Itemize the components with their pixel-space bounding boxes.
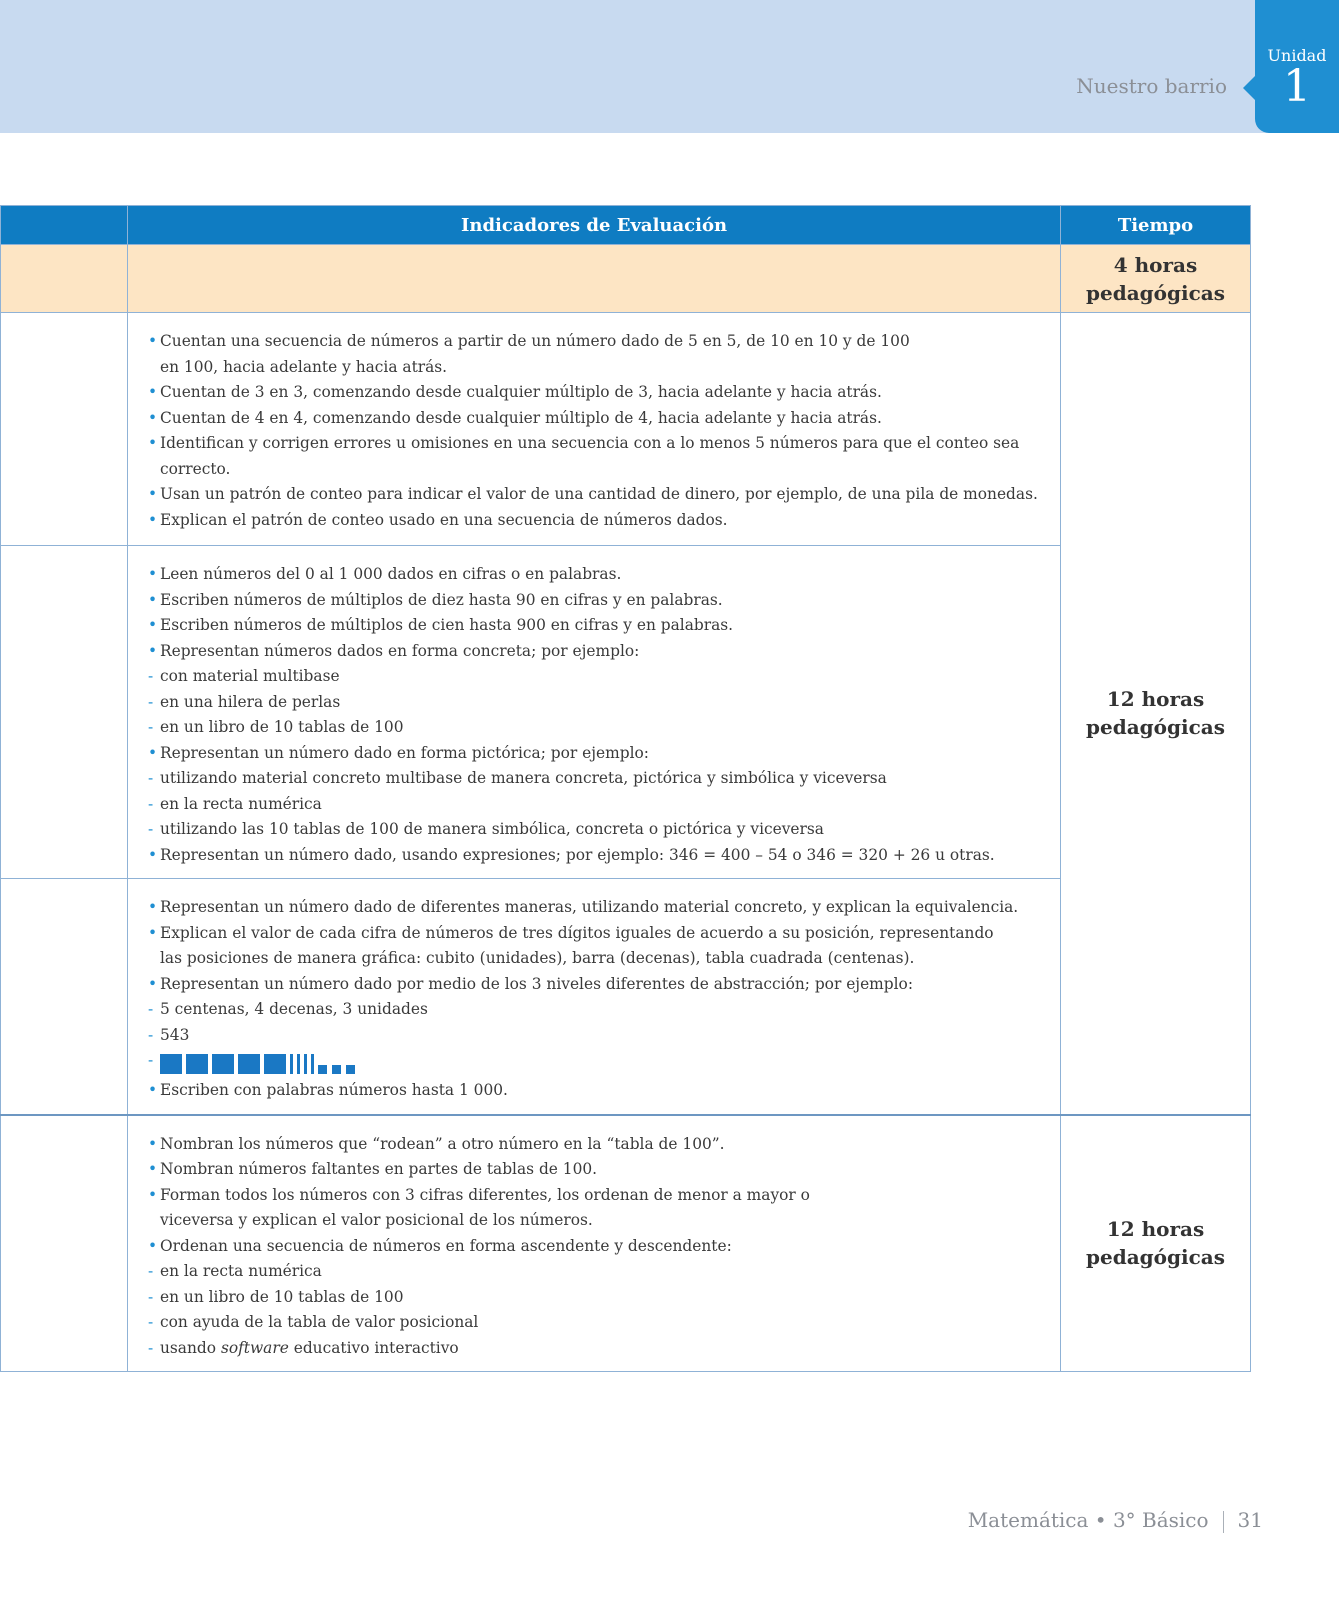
indicator-list — [128, 546, 1060, 878]
indicator-list — [128, 313, 1060, 545]
list-subitem — [148, 1336, 1040, 1362]
indicator-cell — [128, 546, 1061, 879]
time-cell — [1061, 313, 1251, 1115]
unit-cube-icon — [332, 1065, 341, 1074]
list-item: • Nombran los números que “rodean” a otro número en la “tabla de 100”. — [148, 1132, 1040, 1158]
list-item: • Explican el valor de cada cifra de números de tres dígitos iguales de acuerdo a su posición, representando las posiciones de manera gráfica: cubito (unidades), barra (decenas), tabla cuadrada (centenas). — [148, 921, 1020, 972]
list-subitem: - utilizando las 10 tablas de 100 de manera simbólica, concreta o pictórica y viceversa — [148, 817, 1040, 843]
ten-rod-icon — [297, 1054, 300, 1074]
unit-cube-icon — [318, 1065, 327, 1074]
list-item: • Representan un número dado por medio de los 3 niveles diferentes de abstracción; por ejemplo: — [148, 972, 1040, 998]
list-subitem: - con material multibase — [148, 664, 1040, 690]
ten-rod-icon — [311, 1054, 314, 1074]
list-item: • Escriben con palabras números hasta 1 000. — [148, 1078, 1040, 1104]
list-subitem-text: usando — [160, 1338, 217, 1357]
hundred-square-icon — [238, 1054, 260, 1074]
header-time: Tiempo — [1061, 206, 1251, 245]
list-subitem-text: educativo interactivo — [293, 1338, 459, 1357]
hundred-square-icon — [264, 1054, 286, 1074]
table-row — [1, 313, 1251, 546]
list-subitem: - utilizando material concreto multibase de manera concreta, pictórica y simbólica y viceversa — [148, 766, 1040, 792]
indicator-cell — [128, 879, 1061, 1115]
unit-tab — [1255, 0, 1339, 133]
page-number: 31 — [1237, 1508, 1263, 1532]
cell-empty — [1, 245, 128, 313]
list-item: • Escriben números de múltiplos de cien hasta 900 en cifras y en palabras. — [148, 613, 1040, 639]
indicator-cell — [128, 1115, 1061, 1372]
list-item: • Ordenan una secuencia de números en forma ascendente y descendente: — [148, 1234, 1040, 1260]
indicator-list — [128, 879, 1060, 1114]
list-subitem: - en la recta numérica — [148, 1259, 1040, 1285]
book-title: Matemática • 3° Básico — [967, 1508, 1209, 1532]
time-value: 12 horas — [1106, 1217, 1205, 1242]
unit-cube-icon — [346, 1065, 355, 1074]
list-subitem: - en un libro de 10 tablas de 100 — [148, 1285, 1040, 1311]
indicator-cell — [128, 313, 1061, 546]
time-cell — [1061, 245, 1251, 313]
table-row — [1, 1115, 1251, 1372]
hundred-square-icon — [160, 1054, 182, 1074]
list-subitem-base10-blocks — [148, 1048, 1040, 1078]
table-header-row — [1, 206, 1251, 245]
list-item: • Cuentan de 3 en 3, comenzando desde cualquier múltiplo de 3, hacia adelante y hacia atrás. — [148, 380, 1040, 406]
list-item: • Representan un número dado de diferentes maneras, utilizando material concreto, y explican la equivalencia. — [148, 895, 1040, 921]
list-item: • Escriben números de múltiplos de diez hasta 90 en cifras y en palabras. — [148, 588, 1040, 614]
list-item: • Usan un patrón de conteo para indicar el valor de una cantidad de dinero, por ejemplo, de una pila de monedas. — [148, 482, 1040, 508]
list-item: • Representan un número dado en forma pictórica; por ejemplo: — [148, 741, 1040, 767]
cell-empty — [1, 1115, 128, 1372]
unit-label: Unidad — [1267, 46, 1327, 65]
list-subitem: - en un libro de 10 tablas de 100 — [148, 715, 1040, 741]
list-item: • Explican el patrón de conteo usado en una secuencia de números dados. — [148, 508, 1040, 534]
list-item: • Forman todos los números con 3 cifras diferentes, los ordenan de menor a mayor o viceversa y explican el valor posicional de los números. — [148, 1183, 840, 1234]
ten-rod-icon — [290, 1054, 293, 1074]
list-subitem: - con ayuda de la tabla de valor posicional — [148, 1310, 1040, 1336]
header-cell-empty — [1, 206, 128, 245]
list-subitem: - en la recta numérica — [148, 792, 1040, 818]
list-item: • Representan un número dado, usando expresiones; por ejemplo: 346 = 400 – 54 o 346 = 320 + 26 u otras. — [148, 843, 1040, 869]
footer-divider — [1223, 1511, 1224, 1533]
cell-empty — [1, 879, 128, 1115]
time-value: 12 horas — [1106, 687, 1205, 712]
time-cell — [1061, 1115, 1251, 1372]
cell-empty — [1, 313, 128, 546]
time-unit: pedagógicas — [1086, 1245, 1225, 1270]
ten-rod-icon — [304, 1054, 307, 1074]
cell-empty — [1, 546, 128, 879]
list-item: • Nombran números faltantes en partes de tablas de 100. — [148, 1157, 1040, 1183]
hundred-square-icon — [212, 1054, 234, 1074]
list-subitem: - 5 centenas, 4 decenas, 3 unidades — [148, 997, 1040, 1023]
list-item: • Representan números dados en forma concreta; por ejemplo: — [148, 639, 1040, 665]
page-header-band — [0, 0, 1339, 133]
time-unit: pedagógicas — [1086, 715, 1225, 740]
evaluation-table — [0, 205, 1251, 1372]
table-row-highlight — [1, 245, 1251, 313]
list-subitem-emphasis: software — [220, 1338, 289, 1357]
hundred-square-icon — [186, 1054, 208, 1074]
indicator-list — [128, 1116, 1060, 1372]
time-value: 4 horas — [1113, 252, 1198, 277]
list-item: • Cuentan de 4 en 4, comenzando desde cualquier múltiplo de 4, hacia adelante y hacia atrás. — [148, 406, 1040, 432]
cell-empty — [128, 245, 1061, 313]
section-title: Nuestro barrio — [1076, 74, 1227, 98]
list-item: • Cuentan una secuencia de números a partir de un número dado de 5 en 5, de 10 en 10 y de 100 en 100, hacia adelante y hacia atrás. — [148, 329, 920, 380]
base10-blocks-icon — [160, 1048, 360, 1070]
list-subitem: - 543 — [148, 1023, 1040, 1049]
list-item: • Identifican y corrigen errores u omisiones en una secuencia con a lo menos 5 números para que el conteo sea correcto. — [148, 431, 1040, 482]
list-item: • Leen números del 0 al 1 000 dados en cifras o en palabras. — [148, 562, 1040, 588]
list-subitem: - en una hilera de perlas — [148, 690, 1040, 716]
header-indicators: Indicadores de Evaluación — [128, 206, 1061, 245]
time-unit: pedagógicas — [1086, 280, 1225, 305]
unit-number: 1 — [1283, 61, 1311, 112]
page-footer — [968, 1508, 1263, 1533]
